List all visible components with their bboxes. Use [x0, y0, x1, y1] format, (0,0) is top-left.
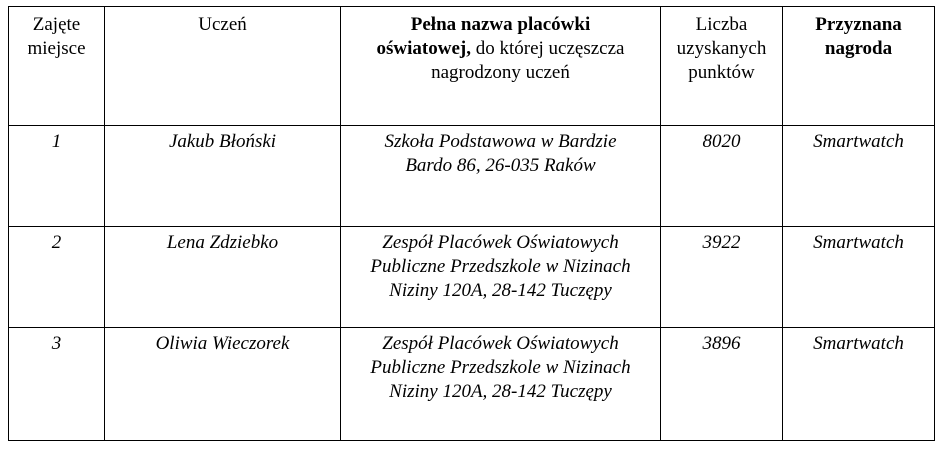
cell-school: [341, 227, 661, 328]
cell-school-line: Niziny 120A, 28-142 Tuczępy: [389, 381, 612, 402]
header-row: [9, 7, 935, 126]
header-student: [105, 7, 341, 126]
cell-school-line: Niziny 120A, 28-142 Tuczępy: [389, 280, 612, 301]
cell-student: Lena Zdziebko: [105, 227, 341, 328]
cell-points: 3922: [661, 227, 783, 328]
cell-prize: Smartwatch: [783, 126, 935, 227]
cell-prize: Smartwatch: [783, 328, 935, 441]
table-row: [9, 126, 935, 227]
header-school-line-3: nagrodzony uczeń: [431, 62, 570, 83]
header-school-bold-2: oświatowej,: [376, 38, 471, 59]
header-place-line-2: miejsce: [27, 38, 86, 59]
cell-school-line: Szkoła Podstawowa w Bardzie: [384, 131, 617, 152]
cell-school: [341, 328, 661, 441]
header-school: [341, 7, 661, 126]
table-row: [9, 227, 935, 328]
results-table: [8, 6, 935, 441]
header-points-line-2: uzyskanych: [676, 38, 767, 59]
cell-student: Jakub Błoński: [105, 126, 341, 227]
cell-points: 3896: [661, 328, 783, 441]
header-place-line-1: Zajęte: [32, 14, 81, 35]
cell-school-line: Publiczne Przedszkole w Nizinach: [370, 256, 631, 277]
cell-student: Oliwia Wieczorek: [105, 328, 341, 441]
header-points-line-3: punktów: [688, 62, 755, 83]
cell-school-line: Zespół Placówek Oświatowych: [382, 333, 619, 354]
header-prize-line-2: nagroda: [824, 38, 893, 59]
cell-school-line: Publiczne Przedszkole w Nizinach: [370, 357, 631, 378]
header-prize-line-1: Przyznana: [815, 14, 902, 35]
header-school-line-1: Pełna nazwa placówki: [410, 14, 591, 35]
header-prize: [783, 7, 935, 126]
cell-prize: Smartwatch: [783, 227, 935, 328]
cell-school-line: Zespół Placówek Oświatowych: [382, 232, 619, 253]
cell-place: 1: [9, 126, 105, 227]
cell-place: 2: [9, 227, 105, 328]
cell-place: 3: [9, 328, 105, 441]
cell-school-line: Bardo 86, 26-035 Raków: [405, 155, 596, 176]
cell-school: [341, 126, 661, 227]
header-place: [9, 7, 105, 126]
header-student-label: Uczeń: [198, 14, 247, 35]
header-points-line-1: Liczba: [695, 14, 748, 35]
cell-points: 8020: [661, 126, 783, 227]
header-points: [661, 7, 783, 126]
header-school-rest-1: do której uczęszcza: [470, 38, 625, 59]
table-row: [9, 328, 935, 441]
